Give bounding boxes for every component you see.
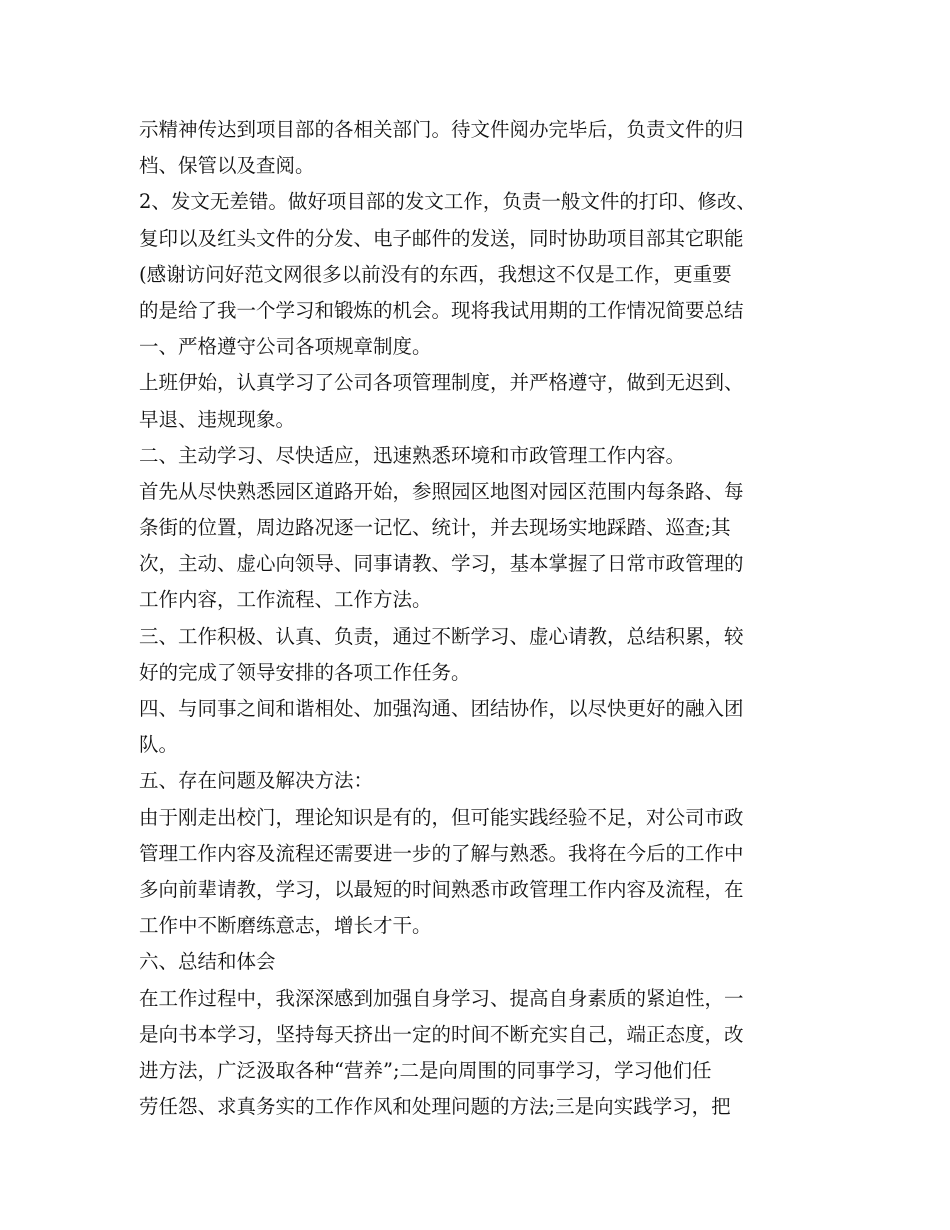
text-line: 队。 — [139, 733, 179, 757]
text-line: 的是给了我一个学习和锻炼的机会。现将我试用期的工作情况简要总结 — [139, 298, 744, 322]
text-line: 是向书本学习，坚持每天挤出一定的时间不断充实自己，端正态度，改 — [139, 1022, 744, 1046]
text-line: 劳任怨、求真务实的工作作风和处理问题的方法;三是向实践学习，把 — [139, 1095, 731, 1119]
section-heading: 五、存在问题及解决方法： — [139, 769, 374, 793]
document-body — [139, 112, 839, 1125]
section-heading: 一、严格遵守公司各项规章制度。 — [139, 335, 432, 359]
text-line: 档、保管以及查阅。 — [139, 154, 315, 178]
text-line: 示精神传达到项目部的各相关部门。待文件阅办完毕后，负责文件的归 — [139, 118, 744, 141]
text-line: 好的完成了领导安排的各项工作任务。 — [139, 660, 471, 684]
text-line: 管理工作内容及流程还需要进一步的了解与熟悉。我将在今后的工作中 — [139, 841, 744, 865]
text-line: 进方法，广泛汲取各种“营养”;二是向周围的同事学习，学习他们任 — [139, 1058, 712, 1082]
text-line: 早退、违规现象。 — [139, 407, 296, 431]
section-heading: 二、主动学习、尽快适应，迅速熟悉环境和市政管理工作内容。 — [139, 443, 686, 467]
text-line: 在工作过程中，我深深感到加强自身学习、提高自身素质的紧迫性，一 — [139, 986, 744, 1010]
text-line: 2、发文无差错。做好项目部的发文工作，负责一般文件的打印、修改、 — [139, 190, 756, 214]
section-heading: 六、总结和体会 — [139, 950, 276, 974]
text-line: 首先从尽快熟悉园区道路开始，参照园区地图对园区范围内每条路、每 — [139, 479, 744, 503]
text-line: 由于刚走出校门，理论知识是有的，但可能实践经验不足，对公司市政 — [139, 805, 744, 829]
text-line: (感谢访问好范文网很多以前没有的东西，我想这不仅是工作，更重要 — [139, 262, 732, 286]
section-heading: 三、工作积极、认真、负责，通过不断学习、虚心请教，总结积累，较 — [139, 624, 744, 648]
text-line: 次，主动、虚心向领导、同事请教、学习，基本掌握了日常市政管理的 — [139, 552, 744, 576]
section-heading: 四、与同事之间和谐相处、加强沟通、团结协作，以尽快更好的融入团 — [139, 697, 744, 720]
text-line: 多向前辈请教，学习，以最短的时间熟悉市政管理工作内容及流程，在 — [139, 877, 744, 901]
text-line: 复印以及红头文件的分发、电子邮件的发送，同时协助项目部其它职能 — [139, 226, 744, 250]
text-line: 工作中不断磨练意志，增长才干。 — [139, 914, 432, 938]
text-line: 上班伊始，认真学习了公司各项管理制度，并严格遵守，做到无迟到、 — [139, 371, 744, 395]
text-line: 工作内容，工作流程、工作方法。 — [139, 588, 432, 612]
text-line: 条街的位置，周边路况逐一记忆、统计，并去现场实地踩踏、巡查;其 — [139, 516, 731, 540]
